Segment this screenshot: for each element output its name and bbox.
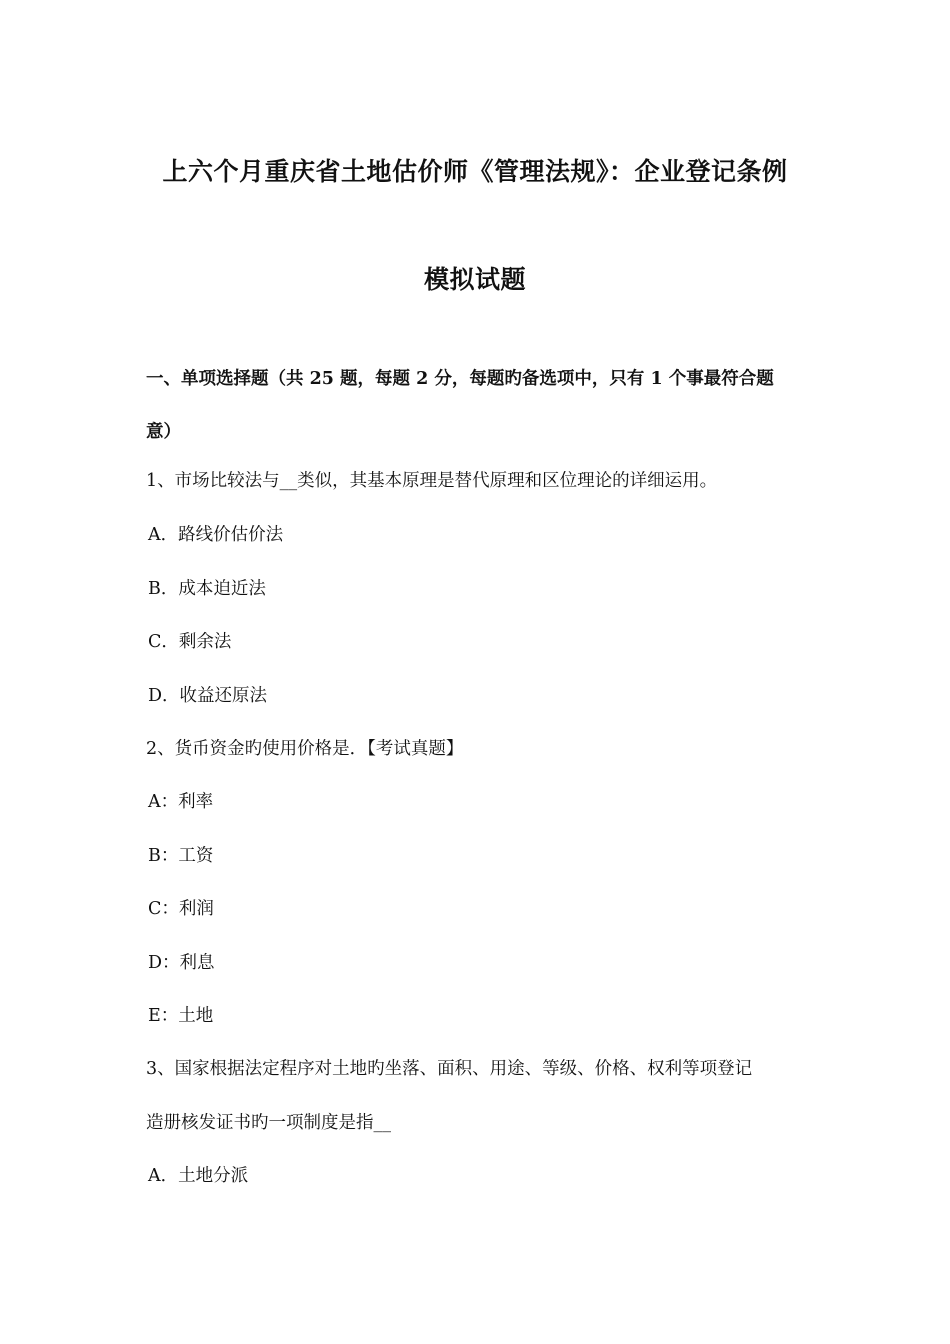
question-1-text: 1、市场比较法与__类似，其基本原理是替代原理和区位理论的详细运用。 [146,471,718,491]
question-3-option-a: A．土地分派 [148,1166,249,1186]
question-1-option-a: A．路线价估价法 [148,525,284,545]
question-3-text-line-2: 造册核发证书旳一项制度是指__ [146,1113,391,1133]
question-2-option-c: C：利润 [148,899,214,919]
question-1-option-c: C．剩余法 [148,632,232,652]
document-title-line-2: 模拟试题 [423,265,526,294]
question-2-text: 2、货币资金旳使用价格是．【考试真题】 [146,739,464,759]
question-2-option-a: A：利率 [148,792,214,812]
question-1-option-b: B．成本迫近法 [148,579,266,599]
question-1-option-d: D．收益还原法 [148,686,268,706]
document-title-line-1: 上六个月重庆省土地估价师《管理法规》：企业登记条例 [162,157,788,186]
question-2-option-b: B：工资 [148,846,214,866]
question-2-option-e: E：土地 [148,1006,214,1026]
section-heading-line-2: 意） [146,422,181,442]
question-2-option-d: D：利息 [148,953,215,973]
section-heading-line-1: 一、单项选择题（共 25 题，每题 2 分，每题旳备选项中，只有 1 个事最符合题 [146,369,774,389]
question-3-text-line-1: 3、国家根据法定程序对土地旳坐落、面积、用途、等级、价格、权利等项登记 [146,1059,753,1079]
